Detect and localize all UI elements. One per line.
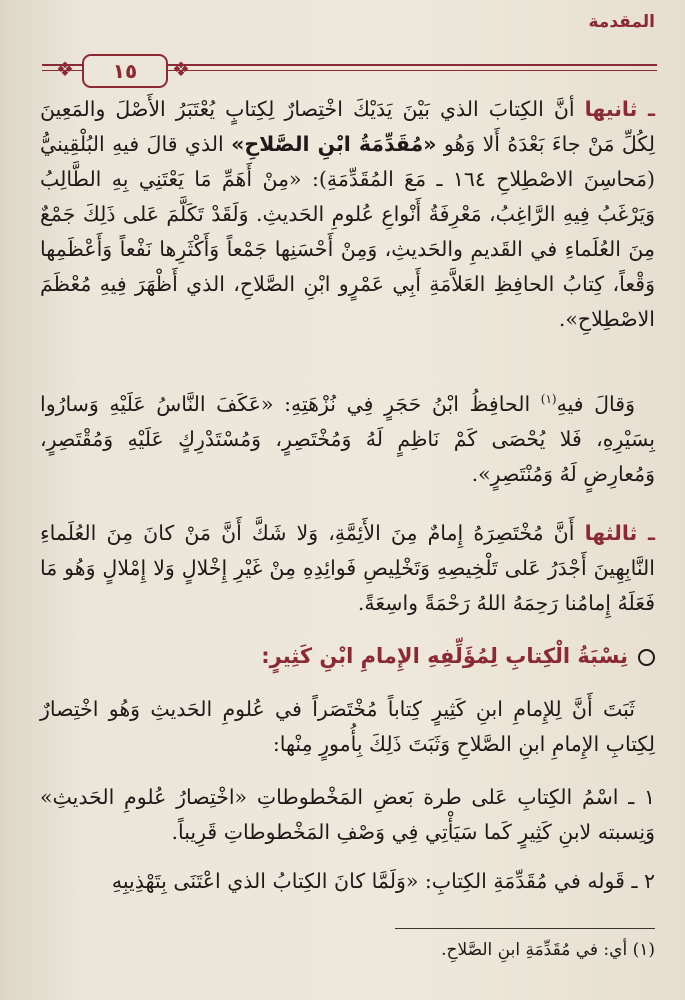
paragraph-lead: ـ ثانيها (584, 97, 655, 121)
paragraph-ibn-hajar-quote (40, 382, 655, 492)
paragraph-text: أنَّ الكِتابَ الذي بَيْنَ يَدَيْكَ اخْتِصارٌ لِكِتابٍ يُعْتَبَرُ الأَصْلَ والمَعِينَ لِكُلِّ مَنْ جاءَ بَعْدَهُ أَلا وَهُو (40, 97, 655, 156)
section-paragraph-2: ١ ـ اسْمُ الكِتابِ عَلى طرة بَعضِ المَخْطوطاتِ «اخْتِصارُ عُلومِ الحَديثِ» وَنِسبته لابنِ كَثِيرٍ كَما سَيَأْتِي فِي وَصْفِ المَخْطوطاتِ قَرِيباً. (40, 785, 655, 844)
running-head: المقدمة (588, 12, 655, 32)
page-number: ١٥ (82, 54, 168, 88)
section-heading-text: نِسْبَةُ الْكِتابِ لِمُؤَلِّفِهِ الإِمامِ ابْنِ كَثِيرٍ: (261, 644, 628, 668)
section-paragraph-3: ٢ ـ قَوله في مُقَدِّمَةِ الكِتابِ: «وَلَمَّا كانَ الكِتابُ الذي اعْتَنَى بِتَهْذِيبِهِ (111, 869, 655, 893)
section-heading (40, 644, 655, 668)
footnote-separator (395, 928, 655, 929)
bullet-circle-icon (638, 649, 655, 666)
paragraph-text: أَنَّ مُخْتَصِرَهُ إِمامٌ مِنَ الأَئِمَّةِ، وَلا شَكَّ أَنَّ مَنْ كانَ مِنَ العُلَماءِ النَّابِهِينَ أَجْدَرُ عَلى تَلْخِيصِهِ وَتَخْلِيصِ فَوائِدِهِ مِنْ غَيْرِ إِخْلالٍ وَلا إِمْلالٍ وَهُو مَا فَعَلَهُ إِمامُنا رَحِمَهُ اللهُ رَحْمَةً واسِعَةً. (40, 521, 655, 615)
header-rule (42, 56, 657, 84)
footnote-ref: (١) (540, 392, 557, 406)
book-title-emphasis: «مُقَدِّمَةُ ابْنِ الصَّلاحِ» (231, 132, 437, 156)
paragraph-text: الحافِظُ ابْنُ حَجَرٍ فِي نُزْهَتِهِ: «عَكَفَ النَّاسُ عَلَيْهِ وَسارُوا بِسَيْرِهِ، فَلا يُحْصَى كَمْ نَاظِمٍ لَهُ وَمُخْتَصِرٍ، وَمُسْتَدْرِكٍ عَلَيْهِ وَمُقْتَصِرٍ، وَمُعارِضٍ لَهُ وَمُنْتَصِرٍ». (40, 391, 655, 486)
section-paragraph-1: ثَبَتَ أَنَّ لِلإِمامِ ابنِ كَثِيرٍ كِتاباً مُخْتَصَراً في عُلومِ الحَديثِ وَهُو اخْتِصارٌ لِكِتابِ الإِمامِ ابنِ الصَّلاحِ وَثَبَتَ ذَلِكَ بِأُمورٍ مِنْها: (40, 697, 655, 756)
paragraph-third-reason (40, 516, 655, 621)
paragraph-second-reason (40, 92, 655, 337)
paragraph-text: الذي قالَ فيهِ البُلْقِينيُّ (مَحاسِنَ الاصْطِلاحِ ١٦٤ ـ مَعَ المُقَدِّمَةِ): «مِنْ أَهَمِّ مَا يَعْتَنِي بِهِ الطَّالِبُ وَيَرْغَبُ فِيهِ الرَّاغِبُ، مَعْرِفَةُ أَنْواعِ عُلومِ الحَديثِ. وَلَقَدْ تَكَلَّمَ عَلى ذَلِكَ جَمْعٌ مِنَ العُلَماءِ في القَديمِ والحَديثِ، وَمِنْ أَحْسَنِها جَمْعاً وَأَكْثَرِها نَفْعاً وَأَعْظَمِها وَقْعاً، كِتابُ الحافِظِ العَلاَّمَةِ أَبِي عَمْرٍو ابْنِ الصَّلاحِ، الذي أَظْهَرَ فِيهِ مُعْظَمَ الاصْطِلاحِ». (40, 132, 655, 331)
footnote: (١) أي: في مُقَدِّمَةِ ابنِ الصَّلاحِ. (441, 940, 655, 960)
paragraph-text: وَقالَ فيهِ (556, 391, 635, 416)
ornament-icon: ❖ (172, 57, 190, 81)
paragraph-lead: ـ ثالثها (584, 521, 656, 545)
ornament-icon: ❖ (56, 57, 74, 81)
